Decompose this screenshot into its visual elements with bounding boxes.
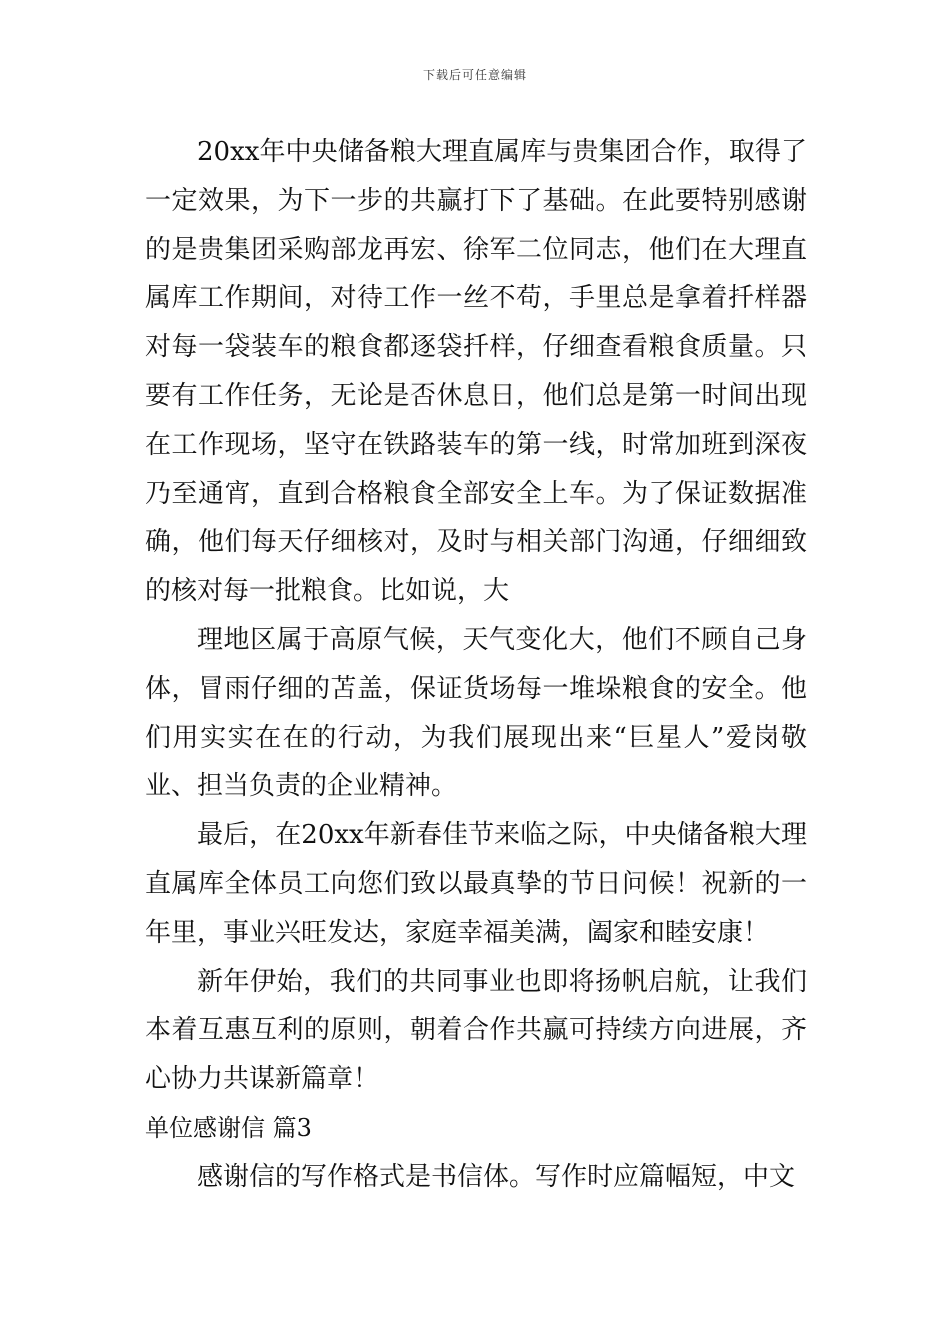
paragraph-4: 新年伊始，我们的共同事业也即将扬帆启航，让我们本着互惠互利的原则，朝着合作共赢可持续方向进展，齐心协力共谋新篇章！ bbox=[145, 966, 807, 1095]
section-title: 单位感谢信 篇3 bbox=[145, 1113, 312, 1142]
paragraph-5: 感谢信的写作格式是书信体。写作时应篇幅短，中文 bbox=[197, 1161, 796, 1192]
paragraph-1: 20xx年中央储备粮大理直属库与贵集团合作，取得了一定效果，为下一步的共赢打下了基础。在此要特别感谢的是贵集团采购部龙再宏、徐军二位同志，他们在大理直属库工作期间，对待工作一丝不苟，手里总是拿着扦样器对每一袋装车的粮食都逐袋扦样，仔细查看粮食质量。只要有工作任务，无论是否休息日，他们总是第一时间出现在工作现场，坚守在铁路装车的第一线，时常加班到深夜乃至通宵，直到合格粮食全部安全上车。为了保证数据准确，他们每天仔细核对，及时与相关部门沟通，仔细细致的核对每一批粮食。比如说，大 bbox=[145, 137, 807, 607]
document-body bbox=[145, 128, 807, 1202]
paragraph-2: 理地区属于高原气候，天气变化大，他们不顾自己身体，冒雨仔细的苫盖，保证货场每一堆垛粮食的安全。他们用实实在在的行动，为我们展现出来“巨星人”爱岗敬业、担当负责的企业精神。 bbox=[145, 624, 807, 802]
page-header-note: 下载后可任意编辑 bbox=[422, 68, 527, 82]
paragraph-3: 最后，在20xx年新春佳节来临之际，中央储备粮大理直属库全体员工向您们致以最真挚的节日问候！祝新的一年里，事业兴旺发达，家庭幸福美满，阖家和睦安康！ bbox=[145, 820, 807, 948]
